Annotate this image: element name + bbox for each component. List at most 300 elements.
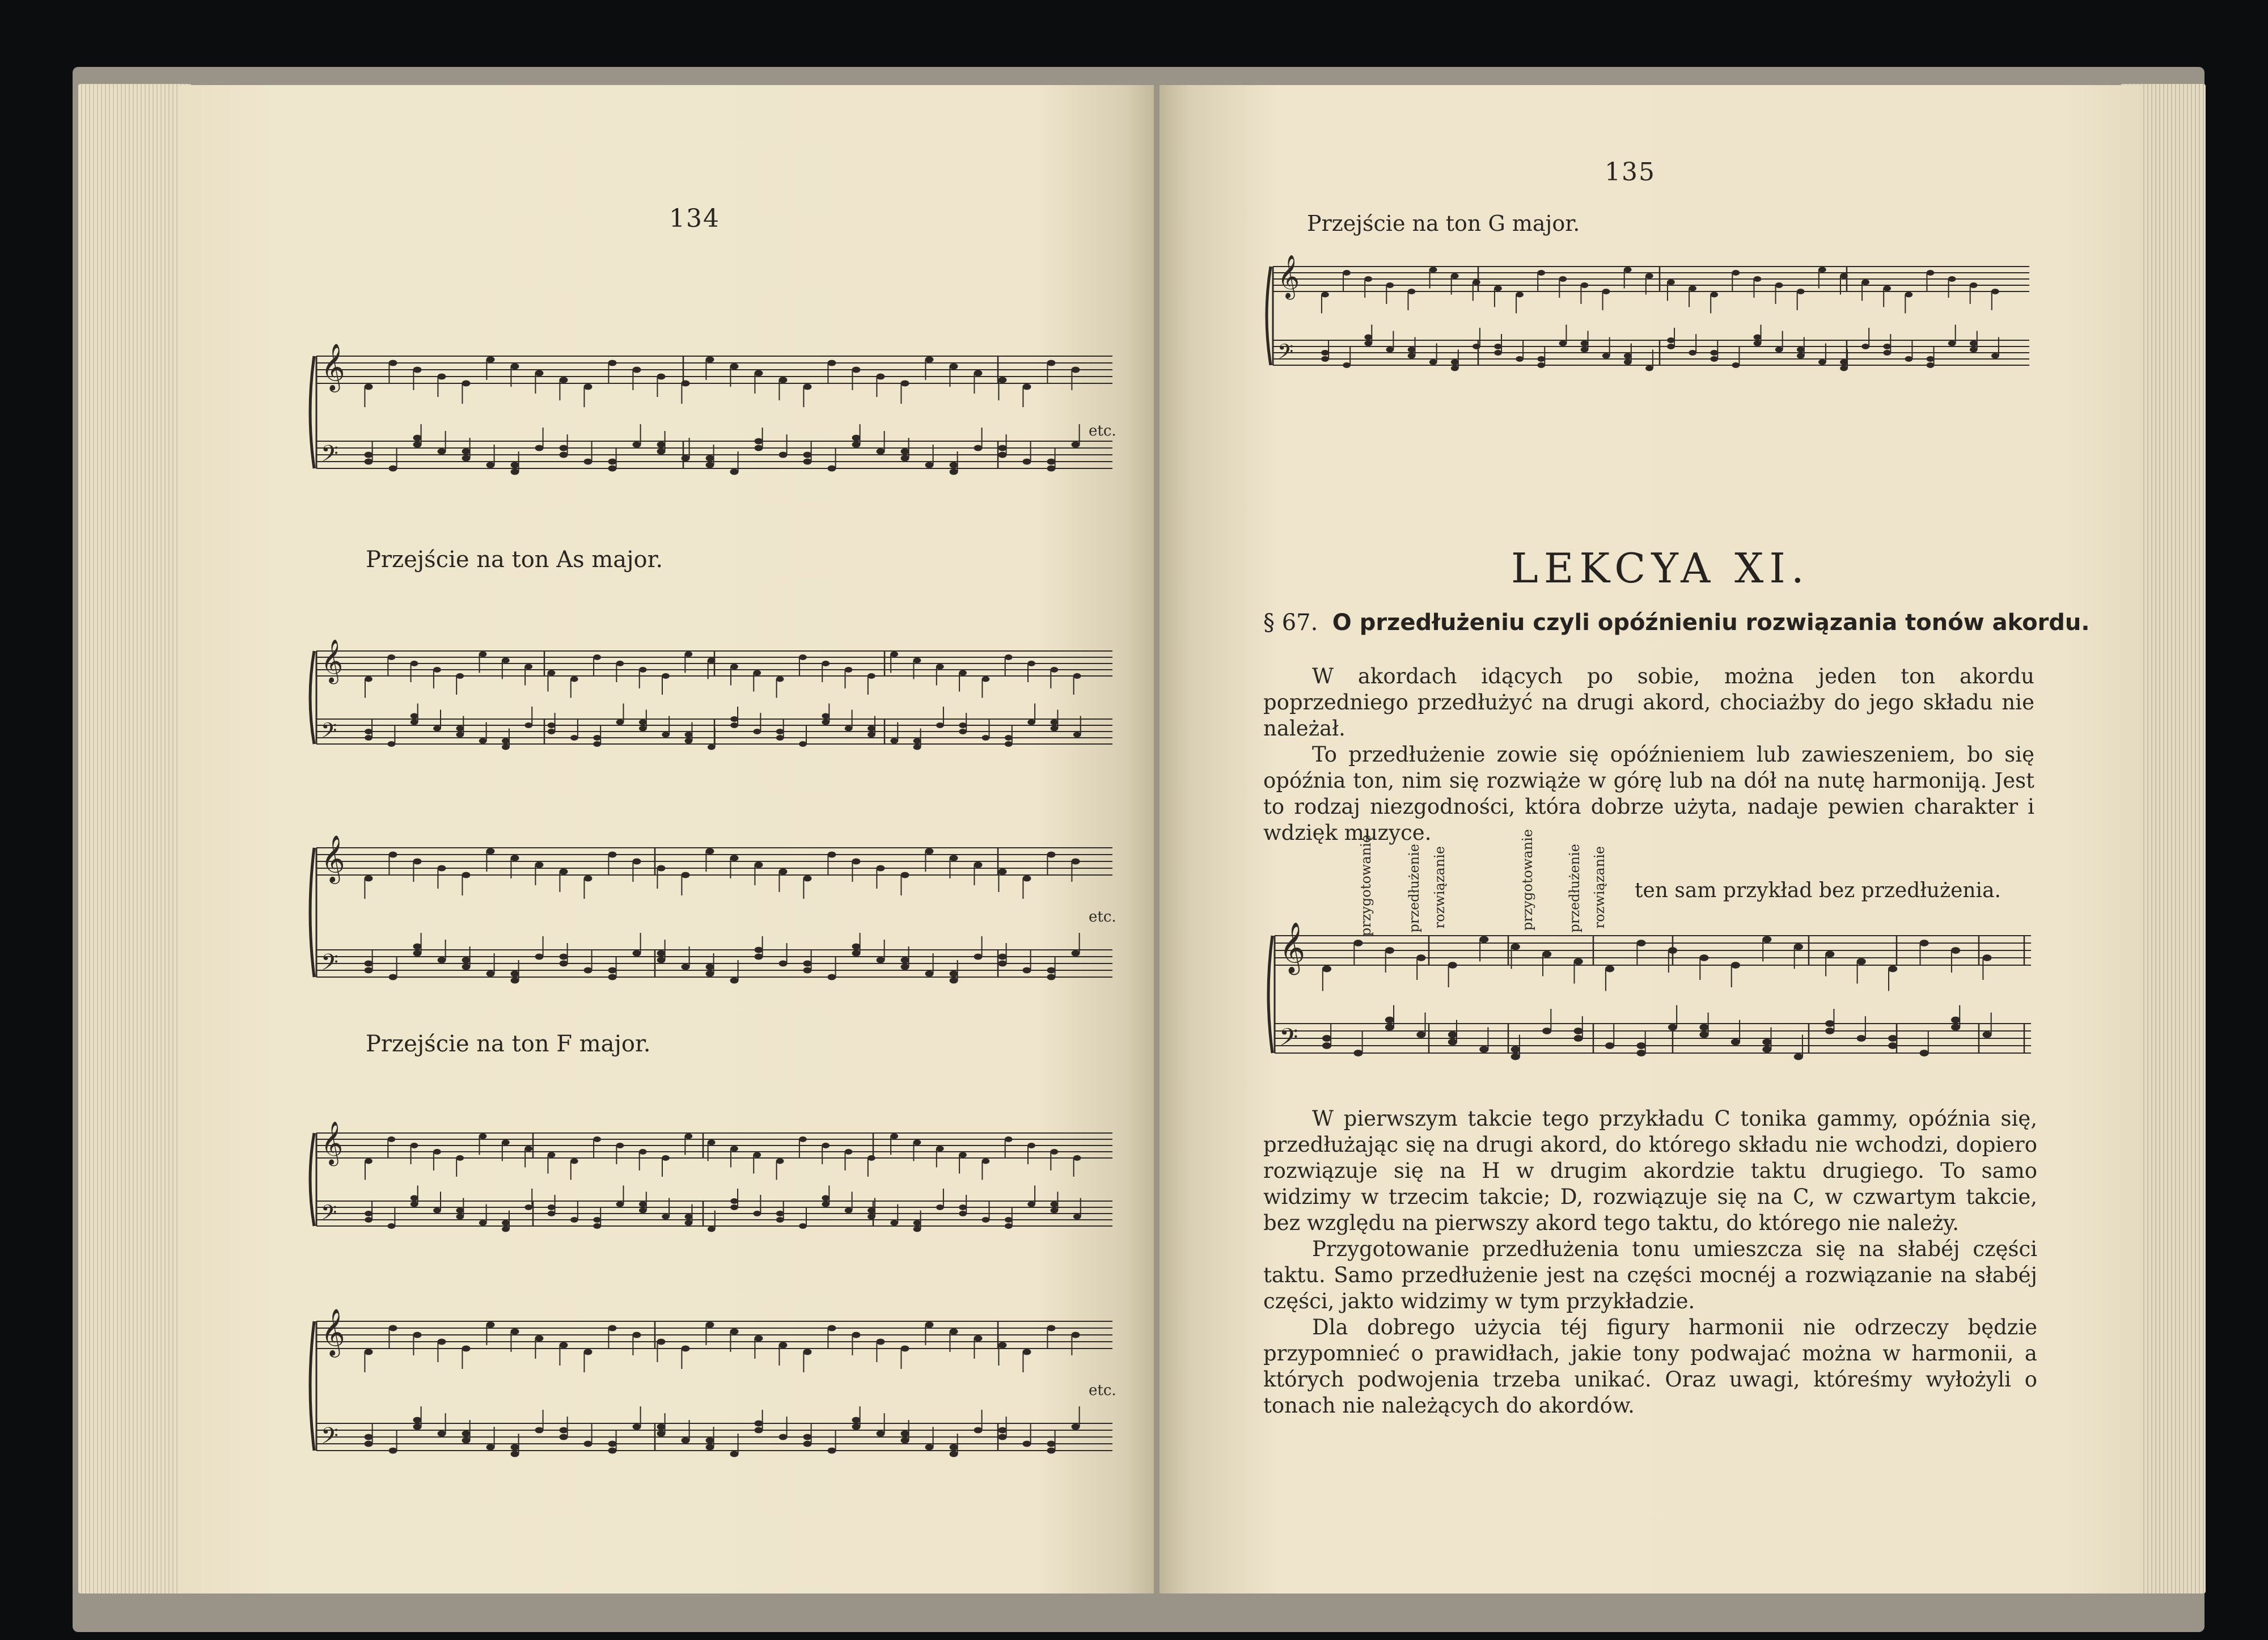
example-label: przygotowanie (1520, 829, 1535, 931)
right-page (1160, 85, 2140, 1593)
note-head (1542, 1028, 1551, 1034)
note-head (633, 950, 641, 957)
bass-clef-icon: 𝄢 (321, 718, 337, 748)
note-head (365, 384, 373, 390)
note-head (803, 1441, 812, 1447)
note-head (828, 852, 836, 858)
note-head (1668, 1024, 1677, 1031)
note-head (1762, 1039, 1771, 1046)
note-head (479, 652, 487, 657)
example-label: przedłużenie (1567, 844, 1582, 933)
note-head (1624, 353, 1632, 359)
note-head (657, 1431, 666, 1437)
note-head (657, 1424, 666, 1430)
note-head (662, 1155, 670, 1161)
note-head (1731, 1039, 1740, 1046)
note-head (462, 872, 471, 878)
note-head (411, 720, 418, 725)
note-head (639, 1202, 647, 1207)
note-head (511, 1329, 519, 1335)
note-head (1027, 720, 1035, 725)
note-head (584, 1349, 593, 1355)
note-head (1408, 347, 1416, 353)
note-head (877, 374, 885, 380)
note-head (456, 732, 464, 738)
note-head (1429, 360, 1437, 365)
note-head (868, 673, 875, 679)
note-head (462, 381, 471, 387)
note-head (845, 1208, 853, 1214)
example-label: rozwiązanie (1592, 846, 1607, 929)
note-head (365, 735, 373, 741)
note-head (1023, 1349, 1031, 1355)
brace (310, 1321, 314, 1451)
note-head (411, 1143, 418, 1148)
note-head (1689, 286, 1696, 291)
note-head (828, 1448, 836, 1454)
note-head (1970, 341, 1978, 346)
note-head (1645, 366, 1653, 371)
note-head (608, 1441, 617, 1447)
note-head (1667, 337, 1675, 343)
bass-clef-icon: 𝄢 (321, 949, 338, 982)
note-head (1948, 341, 1956, 346)
note-head (657, 950, 666, 957)
note-head (560, 452, 568, 458)
note-head (438, 1339, 446, 1345)
note-head (1927, 270, 1935, 276)
note-head (657, 957, 666, 963)
note-head (1047, 466, 1056, 472)
note-head (462, 1346, 471, 1352)
note-head (639, 720, 647, 725)
note-head (868, 1208, 875, 1214)
note-head (1451, 273, 1459, 279)
note-head (982, 677, 990, 682)
note-head (511, 462, 519, 468)
note-head (413, 442, 422, 448)
note-head (1322, 1042, 1331, 1049)
note-head (438, 449, 446, 455)
note-head (608, 360, 617, 366)
note-head (1762, 936, 1771, 943)
note-head (1073, 732, 1081, 738)
note-head (1667, 280, 1675, 285)
note-head (1321, 350, 1329, 356)
note-head (511, 469, 519, 475)
note-head (511, 855, 519, 861)
note-head (1581, 347, 1589, 353)
note-head (1047, 974, 1056, 980)
note-head (560, 1434, 568, 1440)
note-head (974, 370, 983, 377)
note-head (803, 1434, 812, 1440)
note-head (584, 876, 593, 882)
note-head (1920, 1050, 1929, 1056)
note-head (1927, 356, 1935, 362)
note-head (1385, 947, 1394, 954)
note-head (1051, 1202, 1059, 1207)
note-head (1797, 353, 1805, 359)
note-head (486, 1322, 495, 1328)
treble-clef-icon: 𝄞 (321, 834, 345, 882)
note-head (1951, 1024, 1960, 1031)
note-head (1840, 360, 1848, 365)
note-head (950, 469, 958, 475)
note-head (633, 859, 641, 865)
note-head (1322, 966, 1331, 973)
note-head (925, 462, 934, 468)
note-head (502, 658, 510, 663)
note-head (925, 971, 934, 977)
note-head (974, 862, 983, 868)
note-head (365, 459, 373, 465)
note-head (877, 1339, 885, 1345)
note-head (456, 673, 464, 679)
note-head (950, 462, 958, 468)
note-head (1605, 966, 1614, 973)
note-head (852, 1424, 861, 1430)
note-head (1072, 859, 1080, 865)
section-title: O przedłużeniu czyli opóźnieniu rozwiązania tonów akordu. (1332, 610, 2090, 636)
score-example-suspension (1264, 924, 2036, 1072)
note-head (890, 738, 898, 744)
note-head (1794, 944, 1803, 950)
note-head (901, 964, 909, 970)
note-head (925, 1444, 934, 1451)
note-head (1072, 367, 1080, 373)
bass-clef-icon: 𝄢 (1279, 1023, 1298, 1058)
note-head (1699, 954, 1708, 961)
note-head (1027, 1143, 1035, 1148)
note-head (925, 848, 934, 855)
note-head (462, 449, 471, 455)
note-head (901, 449, 909, 455)
note-head (1448, 962, 1457, 969)
note-head (486, 462, 495, 468)
note-head (1699, 1032, 1708, 1038)
note-head (685, 652, 693, 657)
note-head (657, 449, 666, 455)
note-head (1537, 356, 1545, 362)
note-head (959, 1204, 967, 1210)
note-head (1970, 282, 1978, 288)
note-head (706, 848, 714, 855)
note-head (365, 1441, 373, 1447)
note-head (852, 950, 861, 957)
note-head (433, 1149, 441, 1155)
note-head (998, 961, 1007, 967)
score-system-5 (306, 1310, 1117, 1474)
note-head (901, 872, 909, 878)
note-head (1047, 967, 1056, 974)
note-head (1982, 954, 1991, 961)
note-head (779, 377, 788, 383)
note-head (828, 466, 836, 472)
note-head (1905, 292, 1913, 298)
note-head (1888, 1035, 1897, 1042)
note-head (779, 1434, 788, 1440)
note-head (1023, 967, 1031, 974)
note-head (462, 1431, 471, 1437)
note-head (845, 667, 853, 673)
note-head (593, 1217, 601, 1223)
note-head (1385, 1017, 1394, 1024)
note-head (535, 862, 544, 868)
note-head (662, 732, 670, 738)
note-head (1991, 353, 1999, 359)
note-head (502, 1227, 510, 1232)
treble-clef-icon: 𝄞 (1279, 922, 1306, 973)
note-head (462, 964, 471, 970)
note-head (511, 1444, 519, 1451)
note-head (706, 462, 714, 468)
note-head (913, 1220, 921, 1226)
note-head (608, 974, 617, 980)
note-head (657, 374, 666, 380)
note-head (998, 1342, 1007, 1349)
note-head (639, 667, 647, 673)
left-page (179, 85, 1154, 1593)
note-head (1754, 276, 1762, 282)
note-head (486, 971, 495, 977)
note-head (753, 1152, 761, 1158)
note-head (1624, 360, 1632, 365)
note-head (730, 722, 738, 728)
etc-label: etc. (1089, 1382, 1116, 1399)
note-head (998, 452, 1007, 458)
note-head (779, 452, 788, 458)
note-head (852, 1332, 861, 1338)
note-head (776, 1159, 784, 1164)
note-head (639, 1208, 647, 1214)
note-head (753, 729, 761, 734)
note-head (950, 1444, 958, 1451)
note-head (706, 1444, 714, 1451)
note-head (901, 381, 909, 387)
note-head (1602, 353, 1610, 359)
note-head (593, 654, 601, 660)
note-head (570, 1217, 578, 1223)
note-head (1970, 347, 1978, 353)
note-head (822, 713, 830, 719)
note-head (389, 974, 397, 980)
note-head (982, 1217, 990, 1223)
note-head (755, 954, 763, 960)
note-head (616, 661, 624, 666)
note-head (959, 722, 967, 728)
note-head (456, 1208, 464, 1214)
note-head (365, 967, 373, 974)
note-head (755, 370, 763, 377)
note-head (1668, 947, 1677, 954)
note-head (1429, 267, 1437, 273)
note-head (608, 459, 617, 465)
note-head (1408, 289, 1416, 294)
brace (310, 651, 314, 744)
note-head (901, 957, 909, 963)
note-head (413, 435, 422, 441)
note-head (365, 452, 373, 458)
note-head (535, 1335, 544, 1342)
note-head (852, 859, 861, 865)
note-head (901, 455, 909, 462)
note-head (776, 729, 784, 734)
note-head (852, 435, 861, 441)
note-head (411, 713, 418, 719)
note-head (1624, 267, 1632, 273)
note-head (730, 1329, 739, 1335)
brace (310, 356, 314, 468)
note-head (730, 1451, 739, 1457)
note-head (822, 1195, 830, 1201)
note-head (982, 735, 990, 741)
note-head (1321, 292, 1329, 298)
note-head (593, 741, 601, 747)
score-system-4 (306, 1122, 1117, 1252)
note-head (1581, 341, 1589, 346)
score-system-2 (306, 640, 1117, 770)
note-head (1494, 344, 1502, 349)
note-head (1343, 270, 1351, 276)
treble-clef-icon: 𝄞 (321, 639, 344, 683)
lesson-title: LEKCYA XI. (1511, 544, 1810, 592)
note-head (998, 377, 1007, 383)
note-head (1888, 1042, 1897, 1049)
note-head (570, 1159, 578, 1164)
note-head (708, 745, 716, 750)
note-head (868, 732, 875, 738)
note-head (845, 726, 853, 732)
note-head (570, 735, 578, 741)
note-head (456, 726, 464, 732)
note-head (959, 1211, 967, 1216)
note-head (1416, 954, 1425, 961)
brace (310, 848, 314, 977)
note-head (413, 1424, 422, 1430)
note-head (845, 1149, 853, 1155)
note-head (852, 944, 861, 950)
note-head (1951, 947, 1960, 954)
paragraph: W pierwszym takcie tego przykładu C tonika gammy, opóźnia się, przedłużając się na drugi akord, do którego składu nie wchodzi, dopiero rozwiązuje się na H w drugim akordzie taktu drugiego. To samo widzimy w trzecim takcie; D, rozwiązuje się na C, w czwartym takcie, bez względu na pierwszy akord tego taktu, do którego nie należy. (1263, 1106, 2037, 1235)
note-head (799, 654, 807, 660)
note-head (584, 967, 593, 974)
note-head (1775, 347, 1783, 353)
note-head (706, 357, 714, 363)
note-head (1636, 1050, 1645, 1056)
note-head (730, 1146, 738, 1152)
note-head (822, 661, 830, 666)
note-head (486, 848, 495, 855)
note-head (682, 872, 690, 878)
note-head (1754, 335, 1762, 340)
note-head (730, 664, 738, 670)
section-number: § 67. (1263, 610, 1318, 636)
note-head (365, 729, 373, 734)
note-head (433, 726, 441, 732)
note-head (1574, 958, 1583, 965)
note-head (755, 438, 763, 445)
note-head (1861, 344, 1869, 349)
note-head (799, 741, 807, 747)
note-head (1479, 936, 1488, 943)
note-head (706, 971, 714, 977)
note-head (868, 726, 875, 732)
note-head (1051, 1208, 1059, 1214)
note-head (959, 670, 967, 676)
note-head (755, 1427, 763, 1434)
note-head (1797, 347, 1805, 353)
note-head (1073, 1155, 1081, 1161)
note-head (511, 971, 519, 977)
note-head (548, 1152, 556, 1158)
note-head (486, 1444, 495, 1451)
note-head (1794, 1054, 1803, 1060)
brace (310, 1133, 314, 1226)
note-head (1322, 1035, 1331, 1042)
note-head (974, 954, 983, 960)
note-head (1840, 273, 1848, 279)
note-head (730, 1204, 738, 1210)
example-label: rozwiązanie (1432, 846, 1448, 929)
note-head (803, 384, 812, 390)
note-head (982, 1159, 990, 1164)
note-head (1825, 1020, 1834, 1027)
note-head (1364, 276, 1372, 282)
note-head (1472, 344, 1480, 349)
note-head (1023, 384, 1031, 390)
note-head (828, 1325, 836, 1332)
note-head (633, 442, 641, 448)
note-head (682, 455, 690, 462)
note-head (1451, 366, 1459, 371)
note-head (901, 1431, 909, 1437)
note-head (1047, 1441, 1056, 1447)
note-head (608, 852, 617, 858)
note-head (1448, 1039, 1457, 1046)
note-head (1047, 459, 1056, 465)
note-head (1797, 289, 1805, 294)
note-head (413, 950, 422, 957)
note-head (936, 664, 944, 670)
note-head (1542, 951, 1551, 958)
note-head (1494, 350, 1502, 356)
note-head (803, 961, 812, 967)
note-head (1047, 1325, 1056, 1332)
note-head (1840, 366, 1848, 371)
bass-clef-icon: 𝄢 (321, 1201, 337, 1230)
note-head (560, 445, 568, 451)
note-head (1051, 1149, 1059, 1155)
note-head (365, 1217, 373, 1223)
note-head (1364, 341, 1372, 346)
note-head (682, 1438, 690, 1444)
note-head (913, 738, 921, 744)
note-head (730, 855, 739, 861)
note-head (936, 1204, 944, 1210)
note-head (779, 961, 788, 967)
note-head (1511, 1046, 1520, 1053)
note-head (548, 1211, 556, 1216)
brace (1267, 267, 1271, 365)
note-head (1479, 1046, 1488, 1053)
note-head (662, 673, 670, 679)
note-head (456, 1214, 464, 1220)
note-head (1364, 335, 1372, 340)
treble-clef-icon: 𝄞 (321, 1121, 344, 1165)
note-head (1073, 673, 1081, 679)
note-head (852, 367, 861, 373)
